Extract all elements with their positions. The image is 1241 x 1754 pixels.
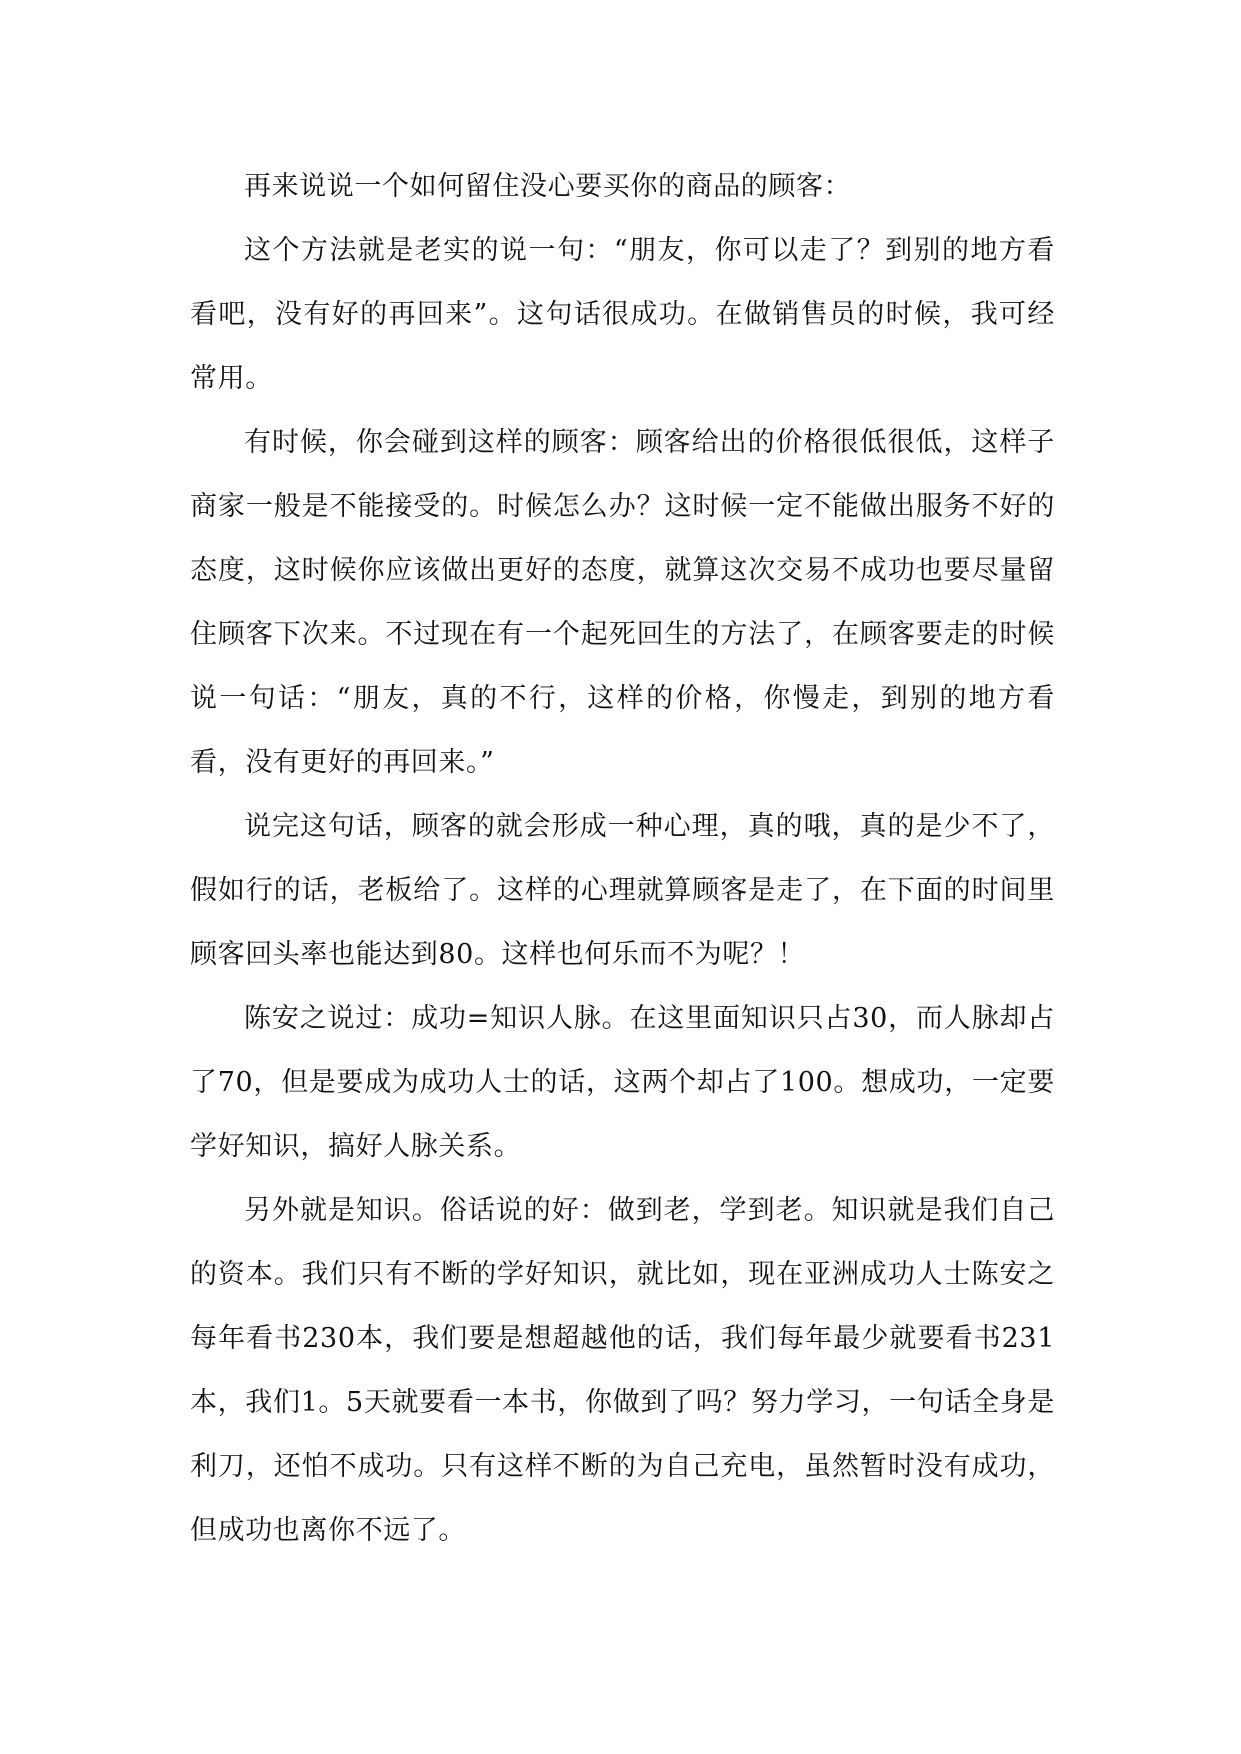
paragraph-6: 另外就是知识。俗话说的好：做到老，学到老。知识就是我们自己的资本。我们只有不断的学好知识，就比如，现在亚洲成功人士陈安之每年看书230本，我们要是想超越他的话，我们每年最少就要看书231本，我们1。5天就要看一本书，你做到了吗？努力学习，一句话全身是利刀，还怕不成功。只有这样不断的为自己充电，虽然暂时没有成功，但成功也离你不远了。 bbox=[190, 1195, 1055, 1546]
document-body bbox=[190, 155, 1055, 1563]
paragraph-1: 再来说说一个如何留住没心要买你的商品的顾客： bbox=[244, 171, 852, 202]
paragraph-4: 说完这句话，顾客的就会形成一种心理，真的哦，真的是少不了，假如行的话，老板给了。这样的心理就算顾客是走了，在下面的时间里顾客回头率也能达到80。这样也何乐而不为呢？！ bbox=[190, 811, 1055, 970]
paragraph-5: 陈安之说过：成功=知识人脉。在这里面知识只占30，而人脉却占了70，但是要成为成功人士的话，这两个却占了100。想成功，一定要学好知识，搞好人脉关系。 bbox=[190, 1003, 1055, 1162]
paragraph-3: 有时候，你会碰到这样的顾客：顾客给出的价格很低很低，这样子商家一般是不能接受的。时候怎么办？这时候一定不能做出服务不好的态度，这时候你应该做出更好的态度，就算这次交易不成功也要尽量留住顾客下次来。不过现在有一个起死回生的方法了，在顾客要走的时候说一句话：“朋友，真的不行，这样的价格，你慢走，到别的地方看看，没有更好的再回来。” bbox=[190, 427, 1055, 778]
paragraph-2: 这个方法就是老实的说一句：“朋友，你可以走了？到别的地方看看吧，没有好的再回来”。这句话很成功。在做销售员的时候，我可经常用。 bbox=[190, 235, 1055, 394]
